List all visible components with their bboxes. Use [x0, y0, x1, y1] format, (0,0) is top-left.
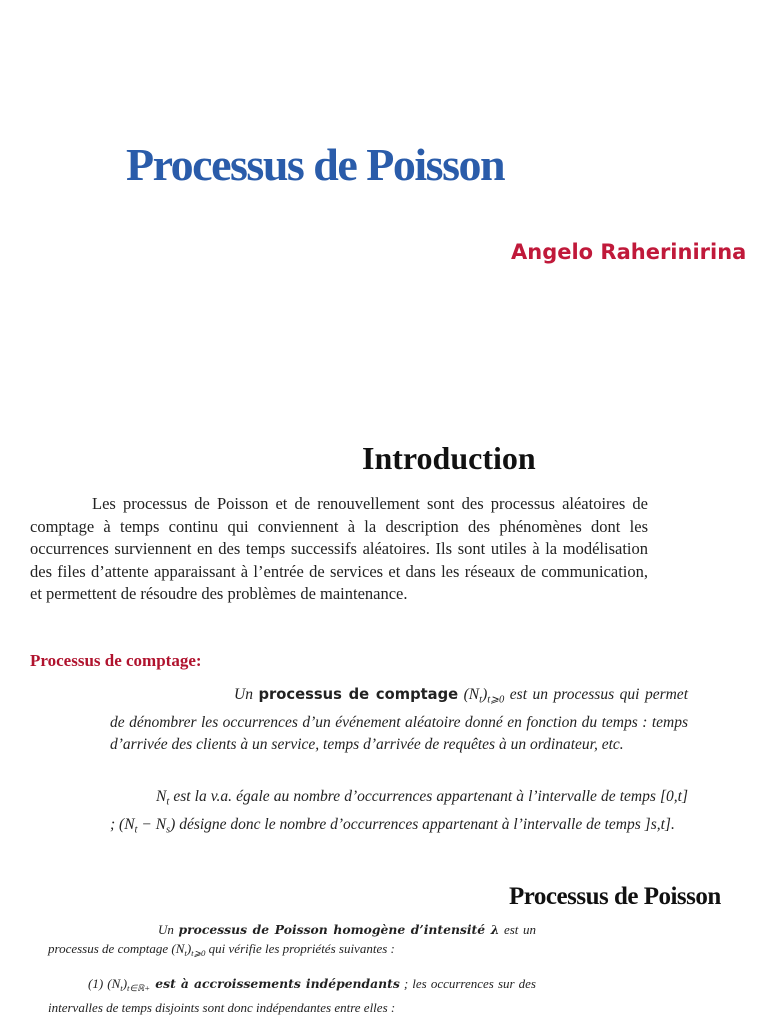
math-subscript: t⩾0: [487, 694, 505, 706]
text-fragment: ;: [110, 815, 120, 833]
property-number: (1): [88, 976, 108, 991]
math-fragment: (N: [119, 815, 135, 833]
math-fragment: ): [122, 976, 128, 991]
poisson-definition-paragraph: [48, 920, 536, 963]
defined-term: processus de Poisson homogène d’intensité λ: [178, 922, 500, 937]
math-subscript: t: [166, 796, 170, 808]
math-subscript: t⩾0: [191, 948, 206, 959]
defined-term: est à accroissements indépendants: [150, 976, 400, 991]
text-fragment: ; les occurrences sur des intervalles de temps disjoints sont donc indépendantes entre elles :: [48, 976, 536, 1016]
math-fragment: (N: [171, 941, 185, 956]
math-fragment: − N: [137, 815, 167, 833]
math-subscript: t: [184, 948, 187, 959]
math-fragment: N: [156, 788, 167, 805]
intro-paragraph: Les processus de Poisson et de renouvellement sont des processus aléatoires de comptage à temps continu qui conviennent à la description des phénomènes dont les occurrences surviennent en des temps successifs aléatoires. Ils sont utiles à la modélisation des files d’attente apparaissant à l’entrée de services et dans les réseaux de communication, et permettent de résoudre des problèmes de maintenance.: [30, 494, 648, 603]
text-fragment: qui vérifie les propriétés suivantes :: [205, 941, 395, 956]
math-fragment: ): [170, 815, 176, 833]
text-fragment: désigne donc le nombre d’occurrences appartenant à l’intervalle de temps: [175, 815, 645, 833]
math-fragment: ): [186, 941, 192, 956]
counting-variable-paragraph: [110, 786, 688, 841]
math-subscript: t: [120, 983, 123, 994]
document-title: Processus de Poisson: [126, 139, 505, 190]
math-fragment: ]s,t]: [644, 815, 671, 833]
section-heading-poisson-process: Processus de Poisson: [509, 883, 721, 910]
math-fragment: (N: [107, 976, 121, 991]
text-fragment: Un: [234, 686, 259, 703]
section-heading-introduction: Introduction: [362, 440, 536, 476]
text-fragment: est la v.a. égale au nombre d’occurrences appartenant à l’intervalle de temps: [169, 788, 660, 805]
text-fragment: Un: [158, 922, 179, 937]
math-fragment: [0,t]: [660, 788, 688, 805]
counting-definition-paragraph: [110, 684, 688, 756]
author-name: Angelo Raherinirina: [511, 240, 747, 264]
math-fragment: (N: [463, 686, 480, 703]
math-subscript: t∈ℝ+: [127, 983, 151, 994]
text-fragment: est un processus qui permet de dénombrer les occurrences d’un événement aléatoire donné en fonction du temps : temps d’arrivée des clients à un service, temps d’arrivée de requêtes à un ordinateur, etc.: [110, 686, 688, 753]
math-fragment: ): [482, 686, 488, 703]
math-subscript: t: [479, 694, 483, 706]
subsection-heading-counting-process: Processus de comptage:: [30, 651, 202, 670]
math-subscript: s: [166, 824, 171, 836]
math-subscript: t: [134, 824, 138, 836]
poisson-property-1-paragraph: [48, 974, 536, 1017]
text-fragment: .: [670, 815, 675, 833]
text-fragment: est un processus de comptage: [48, 922, 536, 956]
defined-term: processus de comptage: [258, 686, 459, 703]
